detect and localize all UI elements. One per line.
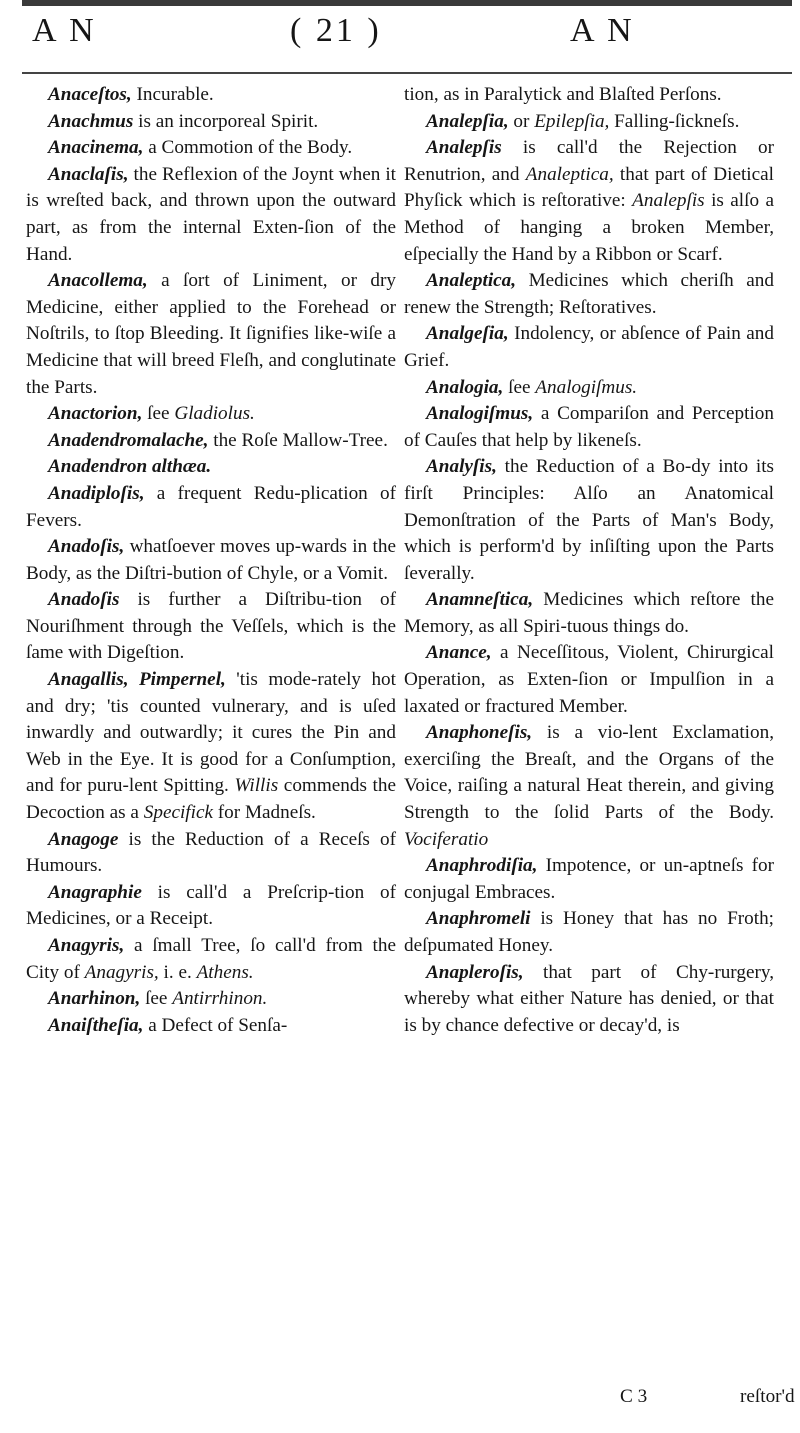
headword: Analeptica,: [426, 270, 517, 292]
definition-text: is a vio-lent Exclamation, exerciſing the Breaſt, and the Organs of the Voice, raiſing a natural Heat therein, and giving Strength to the ſolid Parts of the Body.: [404, 722, 774, 824]
dictionary-entry: [26, 428, 396, 455]
dictionary-entry: [404, 82, 774, 109]
headword: Anachmus: [48, 110, 134, 132]
cross-reference: Antirrhinon.: [172, 988, 268, 1010]
dictionary-entry: [26, 1013, 396, 1040]
dictionary-entry: [404, 587, 774, 640]
dictionary-entry: [26, 135, 396, 162]
definition-text: is Honey that has no Froth; deſpumated Honey.: [404, 908, 774, 956]
definition-text: ſee: [503, 376, 536, 398]
dictionary-entry: [404, 109, 774, 136]
cross-reference: Epilepſia,: [534, 110, 610, 132]
dictionary-entry: [26, 109, 396, 136]
dictionary-entry: [404, 375, 774, 402]
cross-reference: Athens.: [196, 961, 254, 983]
cross-reference: Willis: [234, 775, 279, 797]
dictionary-entry: [26, 82, 396, 109]
definition-text: a ſmall Tree, ſo call'd from the City of: [26, 935, 396, 983]
definition-text: a Neceſſitous, Violent, Chirurgical Operation, as Exten-ſion or Impulſion in a laxated or fractured Member.: [404, 642, 774, 717]
header-left: A N: [32, 12, 97, 49]
dictionary-entry: [404, 135, 774, 268]
definition-text: the Reduction of a Bo-dy into its firſt Principles: Alſo an Anatomical Demonſtration of the Parts of Man's Body, which is perform'd by inſiſting upon the Parts ſeverally.: [404, 456, 774, 584]
definition-text: is the Reduction of a Receſs of Humours.: [26, 828, 396, 877]
definition-text: a Defect of Senſa-: [143, 1014, 288, 1036]
dictionary-entry: [26, 454, 396, 481]
dictionary-entry: [26, 268, 396, 401]
dictionary-entry: [26, 162, 396, 268]
dictionary-entry: [404, 960, 774, 1040]
definition-text: Medicines which cheriſh and renew the Strength; Reſtoratives.: [404, 270, 774, 318]
dictionary-entry: [404, 906, 774, 959]
dictionary-entry: [26, 534, 396, 587]
cross-reference: Analepſis: [632, 190, 705, 212]
definition-text: ſee: [140, 988, 173, 1010]
headword: Anadendromalache,: [48, 429, 209, 451]
headword: Analgeſia,: [426, 323, 509, 345]
headword: Anadiploſis,: [48, 482, 145, 504]
headword: Anapleroſis,: [426, 961, 524, 983]
definition-text: whatſoever moves up-wards in the Body, as the Diſtri-bution of Chyle, or a Vomit.: [26, 536, 396, 584]
headword: Anactorion,: [48, 403, 143, 425]
dictionary-entry: [26, 827, 396, 880]
headword: Anamneſtica,: [426, 589, 534, 611]
definition-text: is alſo a Method of hanging a broken Member, eſpecially the Hand by a Ribbon or Scarf.: [404, 190, 774, 265]
definition-text: is an incorporeal Spirit.: [133, 110, 319, 132]
definition-text: the Roſe Mallow-Tree.: [208, 429, 388, 451]
left-column: [26, 82, 396, 1039]
top-rule: [22, 0, 792, 6]
cross-reference: Analeptica,: [525, 163, 614, 185]
definition-text: Incurable.: [131, 84, 214, 105]
definition-text: Falling-ſickneſs.: [609, 110, 740, 132]
definition-text: i. e.: [158, 961, 197, 983]
dictionary-entry: [404, 640, 774, 720]
headword: Anacollema,: [48, 270, 148, 292]
headword: Anagyris,: [48, 935, 125, 956]
definition-text: or: [508, 110, 535, 132]
page-number: ( 21 ): [290, 12, 382, 49]
dictionary-entry: [404, 720, 774, 853]
headword: Anaclaſis,: [48, 163, 129, 185]
headword: Anagallis, Pimpernel,: [48, 669, 226, 691]
cross-reference: Anagyris,: [84, 961, 159, 983]
headword: Analepſia,: [426, 110, 509, 132]
definition-text: is call'd the Rejection or Renutrion, and: [404, 137, 774, 185]
catchword: reſtor'd: [740, 1386, 795, 1407]
dictionary-entry: [26, 880, 396, 933]
headword: Anaphrodiſia,: [426, 855, 538, 877]
definition-text: Impotence, or un-aptneſs for conjugal Embraces.: [404, 855, 774, 903]
headword: Analyſis,: [426, 456, 497, 478]
dictionary-entry: [404, 321, 774, 374]
definition-text: commends the Decoction as a: [26, 775, 396, 824]
dictionary-entry: [26, 401, 396, 428]
definition-text: that part of Chy-rurgery, whereby what either Nature has denied, or that is by chance defective or decay'd, is: [404, 961, 774, 1036]
headword: Anacinema,: [48, 137, 144, 159]
headword: Analogia,: [426, 376, 504, 398]
definition-text: ſee: [142, 403, 175, 425]
dictionary-entry: [404, 454, 774, 587]
definition-text: Indolency, or abſence of Pain and Grief.: [404, 323, 774, 371]
definition-text: tion, as in Paralytick and Blaſted Perſons.: [404, 84, 722, 105]
definition-text: is further a Diſtribu-tion of Nouriſhment through the Veſſels, which is the ſame with Digeſtion.: [26, 589, 396, 664]
cross-reference: Specifick: [143, 802, 213, 824]
headword: Anaiſtheſia,: [48, 1014, 144, 1036]
cross-reference: Gladiolus.: [174, 403, 255, 425]
dictionary-entry: [26, 667, 396, 827]
dictionary-entry: [404, 853, 774, 906]
definition-text: a Compariſon and Perception of Cauſes that help by likeneſs.: [404, 403, 774, 451]
dictionary-entry: [26, 986, 396, 1013]
running-header: [0, 8, 800, 56]
headword: Anadendron althæa.: [48, 456, 212, 478]
dictionary-entry: [26, 587, 396, 667]
definition-text: that part of Dietical Phyſick which is reſtorative:: [404, 163, 774, 212]
definition-text: Medicines which reſtore the Memory, as all Spiri-tuous things do.: [404, 589, 774, 637]
headword: Analogiſmus,: [426, 403, 534, 425]
cross-reference: Analogiſmus.: [535, 376, 638, 398]
header-rule: [22, 72, 792, 74]
dictionary-entry: [26, 481, 396, 534]
definition-text: is call'd a Preſcrip-tion of Medicines, or a Receipt.: [26, 881, 396, 930]
headword: Anarhinon,: [48, 988, 141, 1010]
dictionary-entry: [404, 401, 774, 454]
definition-text: a ſort of Liniment, or dry Medicine, either applied to the Forehead or Noſtrils, to ſtop Bleeding. It ſignifies like-wiſe a Medicine that will breed Fleſh, and conglutinate the Parts.: [26, 270, 396, 398]
headword: Anadoſis,: [48, 536, 125, 558]
headword: Anance,: [426, 642, 492, 664]
definition-text: a frequent Redu-plication of Fevers.: [26, 482, 396, 531]
cross-reference: Vociferatio: [404, 828, 489, 850]
definition-text: 'tis mode-rately hot and dry; 'tis counted vulnerary, and is uſed inwardly and outwardly; it cures the Pin and Web in the Eye. It is good for a Conſumption, and for puru-lent Spitting.: [26, 669, 396, 797]
right-column: [404, 82, 774, 1039]
headword: Anaphromeli: [426, 908, 531, 930]
headword: Anagoge: [48, 828, 119, 850]
headword: Anadoſis: [48, 589, 120, 611]
definition-text: a Commotion of the Body.: [143, 137, 353, 159]
dictionary-entry: [26, 933, 396, 986]
definition-text: for Madneſs.: [213, 802, 316, 824]
signature-mark: C 3: [620, 1386, 648, 1407]
headword: Anaphoneſis,: [426, 722, 533, 744]
dictionary-entry: [404, 268, 774, 321]
headword: Anagraphie: [48, 881, 142, 903]
headword: Analepſis: [426, 137, 502, 159]
definition-text: the Reflexion of the Joynt when it is wreſted back, and thrown upon the outward part, as from the internal Exten-ſion of the Hand.: [26, 163, 396, 265]
headword: Anaceſtos,: [48, 84, 132, 105]
header-right: A N: [570, 12, 635, 49]
